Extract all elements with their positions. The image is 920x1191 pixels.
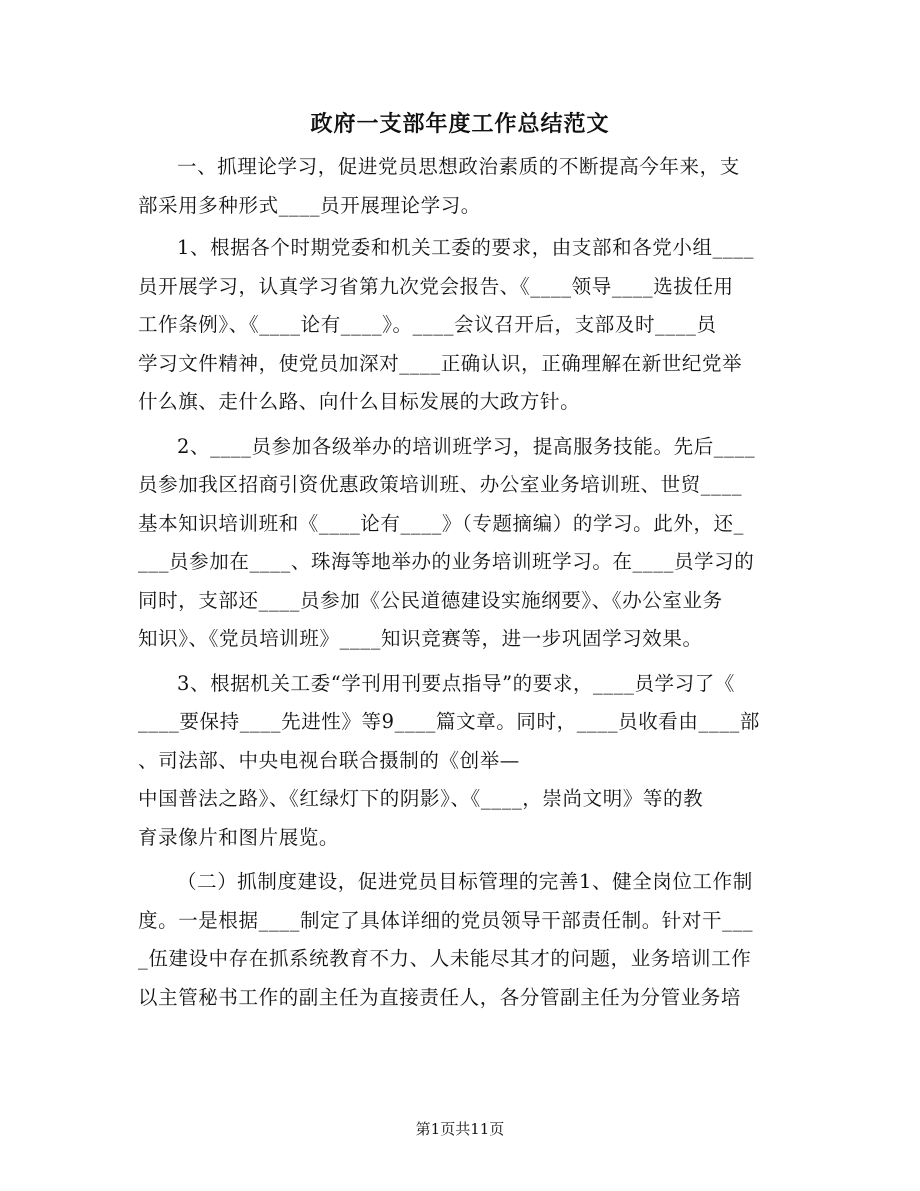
paragraph-5	[138, 863, 783, 1017]
text-line: 3、根据机关工委“学刊用刊要点指导”的要求，____员学习了《	[177, 671, 735, 695]
text-line: （二）抓制度建设，促进党员目标管理的完善1、健全岗位工作制	[177, 870, 753, 893]
text-line: 基本知识培训班和《____论有____》（专题摘编）的学习。此外，还_	[138, 511, 745, 535]
paragraph-4	[138, 665, 783, 858]
text-line: 学习文件精神，使党员加深对____正确认识，正确理解在新世纪党举	[138, 351, 743, 375]
text-line: 同时，支部还____员参加《公民道德建设实施纲要》、《办公室业务	[138, 588, 723, 612]
text-line: 中国普法之路》、《红绿灯下的阴影》、《____，崇尚文明》等的教	[138, 787, 704, 810]
text-line: 工作条例》、《____论有____》。____会议召开后，支部及时____员	[138, 313, 717, 336]
text-line: 、司法部、中央电视台联合摄制的《创举—	[138, 748, 520, 772]
text-line: _伍建设中存在抓系统教育不力、人未能尽其才的问题，业务培训工作	[138, 947, 752, 970]
text-line: 2、____员参加各级举办的培训班学习，提高服务技能。先后____	[177, 434, 756, 458]
paragraph-1	[138, 148, 783, 225]
text-line: ____要保持____先进性》等9____篇文章。同时，____员收看由____部	[138, 710, 761, 733]
document-body	[138, 148, 783, 1023]
text-line: ___员参加在____、珠海等地举办的业务培训班学习。在____员学习的	[138, 550, 755, 573]
text-line: 员开展学习，认真学习省第九次党会报告、《____领导____选拔任用	[138, 274, 734, 298]
text-line: 以主管秘书工作的副主任为直接责任人，各分管副主任为分管业务培	[138, 985, 742, 1009]
text-line: 1、根据各个时期党委和机关工委的要求，由支部和各党小组____	[177, 236, 755, 259]
text-line: 员参加我区招商引资优惠政策培训班、办公室业务培训班、世贸____	[138, 473, 743, 496]
text-line: 育录像片和图片展览。	[138, 825, 340, 849]
text-line: 什么旗、走什么路、向什么目标发展的大政方针。	[138, 390, 581, 413]
page-footer: 第1页共11页	[415, 1120, 505, 1138]
text-line: 部采用多种形式____员开展理论学习。	[138, 193, 481, 217]
paragraph-2	[138, 229, 783, 422]
text-line: 知识》、《党员培训班》____知识竞赛等，进一步巩固学习效果。	[138, 627, 703, 650]
text-line: 一、抓理论学习，促进党员思想政治素质的不断提高今年来，支	[177, 155, 740, 178]
document-title: 政府一支部年度工作总结范文	[310, 111, 610, 137]
paragraph-3	[138, 428, 783, 659]
text-line: 度。一是根据____制定了具体详细的党员领导干部责任制。针对干___	[138, 908, 754, 932]
